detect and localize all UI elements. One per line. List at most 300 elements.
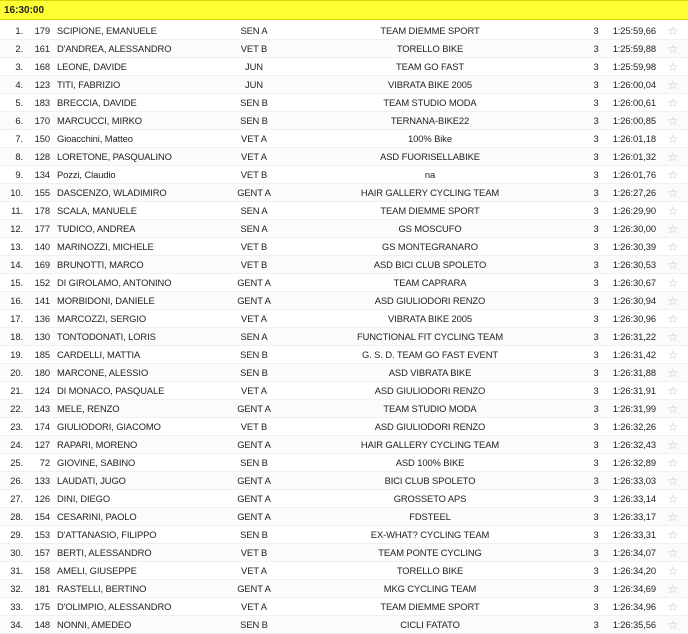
favorite-star-icon[interactable]: ☆ bbox=[667, 96, 679, 110]
category-cell: VET A bbox=[241, 385, 267, 396]
position-cell: 3. bbox=[15, 61, 23, 72]
laps-cell: 3 bbox=[593, 115, 599, 126]
rider-name-cell: GIOVINE, SABINO bbox=[57, 457, 136, 468]
team-name-cell: ASD FUORISELLABIKE bbox=[380, 151, 480, 162]
category-cell: SEN B bbox=[240, 349, 268, 360]
result-row bbox=[0, 328, 688, 346]
finish-time-cell: 1:26:32,89 bbox=[612, 457, 656, 468]
finish-time-cell: 1:26:01,32 bbox=[612, 151, 656, 162]
position-cell: 23. bbox=[10, 421, 23, 432]
bib-number-cell: 183 bbox=[34, 97, 50, 108]
laps-cell: 3 bbox=[593, 241, 599, 252]
team-name-cell: FUNCTIONAL FIT CYCLING TEAM bbox=[356, 331, 504, 342]
category-cell: VET B bbox=[240, 43, 268, 54]
finish-time-cell: 1:25:59,98 bbox=[612, 61, 656, 72]
bib-number-cell: 72 bbox=[39, 457, 50, 468]
finish-time-cell: 1:26:30,53 bbox=[612, 259, 656, 270]
favorite-star-icon[interactable]: ☆ bbox=[667, 276, 679, 290]
finish-time-cell: 1:26:33,31 bbox=[612, 529, 656, 540]
laps-cell: 3 bbox=[593, 403, 599, 414]
team-name-cell: GROSSETO APS bbox=[393, 493, 467, 504]
finish-time-cell: 1:26:00,85 bbox=[612, 115, 656, 126]
team-name-cell: TEAM DIEMME SPORT bbox=[380, 601, 480, 612]
category-cell: SEN B bbox=[240, 115, 268, 126]
laps-cell: 3 bbox=[593, 475, 599, 486]
finish-time-cell: 1:25:59,66 bbox=[612, 25, 656, 36]
laps-cell: 3 bbox=[593, 511, 599, 522]
bib-number-cell: 141 bbox=[34, 295, 50, 306]
favorite-star-icon[interactable]: ☆ bbox=[667, 60, 679, 74]
finish-time-cell: 1:26:30,67 bbox=[612, 277, 656, 288]
position-cell: 28. bbox=[10, 511, 23, 522]
category-cell: SEN B bbox=[240, 529, 268, 540]
category-cell: VET B bbox=[240, 259, 268, 270]
category-cell: SEN A bbox=[240, 223, 268, 234]
rider-name-cell: NONNI, AMEDEO bbox=[57, 619, 132, 630]
position-cell: 21. bbox=[10, 385, 23, 396]
laps-cell: 3 bbox=[593, 439, 599, 450]
favorite-star-icon[interactable]: ☆ bbox=[667, 348, 679, 362]
finish-time-cell: 1:26:30,96 bbox=[612, 313, 656, 324]
laps-cell: 3 bbox=[593, 187, 599, 198]
bib-number-cell: 158 bbox=[34, 565, 50, 576]
team-name-cell: GS MOSCUFO bbox=[398, 223, 462, 234]
rider-name-cell: SCIPIONE, EMANUELE bbox=[57, 25, 157, 36]
result-row bbox=[0, 220, 688, 238]
finish-time-cell: 1:26:30,00 bbox=[612, 223, 656, 234]
category-cell: SEN B bbox=[240, 97, 268, 108]
position-cell: 13. bbox=[10, 241, 23, 252]
result-row bbox=[0, 40, 688, 58]
finish-time-cell: 1:26:34,69 bbox=[612, 583, 656, 594]
favorite-star-icon[interactable]: ☆ bbox=[667, 474, 679, 488]
finish-time-cell: 1:26:34,20 bbox=[612, 565, 656, 576]
category-cell: VET A bbox=[241, 133, 267, 144]
result-row bbox=[0, 274, 688, 292]
result-row bbox=[0, 148, 688, 166]
team-name-cell: BICI CLUB SPOLETO bbox=[384, 475, 476, 486]
bib-number-cell: 134 bbox=[34, 169, 50, 180]
favorite-star-icon[interactable]: ☆ bbox=[667, 402, 679, 416]
position-cell: 10. bbox=[10, 187, 23, 198]
finish-time-cell: 1:26:32,43 bbox=[612, 439, 656, 450]
rider-name-cell: BRUNOTTI, MARCO bbox=[57, 259, 144, 270]
result-row bbox=[0, 508, 688, 526]
bib-number-cell: 123 bbox=[34, 79, 50, 90]
position-cell: 14. bbox=[10, 259, 23, 270]
team-name-cell: EX-WHAT? CYCLING TEAM bbox=[370, 529, 490, 540]
favorite-star-icon[interactable]: ☆ bbox=[667, 312, 679, 326]
category-cell: VET A bbox=[241, 601, 267, 612]
team-name-cell: TEAM DIEMME SPORT bbox=[380, 205, 480, 216]
bib-number-cell: 128 bbox=[34, 151, 50, 162]
laps-cell: 3 bbox=[593, 421, 599, 432]
rider-name-cell: D'ANDREA, ALESSANDRO bbox=[57, 43, 172, 54]
bib-number-cell: 143 bbox=[34, 403, 50, 414]
position-cell: 20. bbox=[10, 367, 23, 378]
bib-number-cell: 133 bbox=[34, 475, 50, 486]
team-name-cell: G. S. D. TEAM GO FAST EVENT bbox=[361, 349, 499, 360]
bib-number-cell: 148 bbox=[34, 619, 50, 630]
favorite-star-icon[interactable]: ☆ bbox=[667, 564, 679, 578]
favorite-star-icon[interactable]: ☆ bbox=[667, 150, 679, 164]
category-cell: GENT A bbox=[237, 439, 271, 450]
position-cell: 5. bbox=[15, 97, 23, 108]
position-cell: 29. bbox=[10, 529, 23, 540]
finish-time-cell: 1:26:30,94 bbox=[612, 295, 656, 306]
laps-cell: 3 bbox=[593, 205, 599, 216]
results-list bbox=[0, 22, 688, 634]
favorite-star-icon[interactable]: ☆ bbox=[667, 240, 679, 254]
category-cell: GENT A bbox=[237, 277, 271, 288]
finish-time-cell: 1:26:00,04 bbox=[612, 79, 656, 90]
bib-number-cell: 124 bbox=[34, 385, 50, 396]
team-name-cell: TORELLO BIKE bbox=[396, 43, 464, 54]
team-name-cell: ASD GIULIODORI RENZO bbox=[374, 295, 486, 306]
team-name-cell: VIBRATA BIKE 2005 bbox=[388, 313, 472, 324]
team-name-cell: TEAM STUDIO MODA bbox=[383, 403, 477, 414]
position-cell: 12. bbox=[10, 223, 23, 234]
position-cell: 1. bbox=[15, 25, 23, 36]
team-name-cell: TEAM STUDIO MODA bbox=[383, 97, 477, 108]
header-time: 16:30:00 bbox=[4, 4, 45, 16]
laps-cell: 3 bbox=[593, 583, 599, 594]
laps-cell: 3 bbox=[593, 331, 599, 342]
rider-name-cell: AMELI, GIUSEPPE bbox=[57, 565, 137, 576]
result-row bbox=[0, 58, 688, 76]
bib-number-cell: 161 bbox=[34, 43, 50, 54]
rider-name-cell: TUDICO, ANDREA bbox=[57, 223, 136, 234]
finish-time-cell: 1:26:30,39 bbox=[612, 241, 656, 252]
laps-cell: 3 bbox=[593, 25, 599, 36]
category-cell: SEN B bbox=[240, 619, 268, 630]
team-name-cell: CICLI FATATO bbox=[400, 619, 460, 630]
rider-name-cell: LORETONE, PASQUALINO bbox=[57, 151, 172, 162]
position-cell: 33. bbox=[10, 601, 23, 612]
favorite-star-icon[interactable]: ☆ bbox=[667, 384, 679, 398]
category-cell: JUN bbox=[245, 79, 263, 90]
finish-time-cell: 1:25:59,88 bbox=[612, 43, 656, 54]
position-cell: 26. bbox=[10, 475, 23, 486]
result-row bbox=[0, 256, 688, 274]
result-row bbox=[0, 76, 688, 94]
position-cell: 22. bbox=[10, 403, 23, 414]
bib-number-cell: 178 bbox=[34, 205, 50, 216]
laps-cell: 3 bbox=[593, 151, 599, 162]
rider-name-cell: MARCOZZI, SERGIO bbox=[57, 313, 147, 324]
position-cell: 17. bbox=[10, 313, 23, 324]
category-cell: VET A bbox=[241, 565, 267, 576]
laps-cell: 3 bbox=[593, 133, 599, 144]
result-row bbox=[0, 472, 688, 490]
laps-cell: 3 bbox=[593, 547, 599, 558]
bib-number-cell: 170 bbox=[34, 115, 50, 126]
result-row bbox=[0, 112, 688, 130]
finish-time-cell: 1:26:34,07 bbox=[612, 547, 656, 558]
bib-number-cell: 154 bbox=[34, 511, 50, 522]
rider-name-cell: TITI, FABRIZIO bbox=[57, 79, 121, 90]
result-row bbox=[0, 130, 688, 148]
team-name-cell: HAIR GALLERY CYCLING TEAM bbox=[360, 439, 500, 450]
team-name-cell: 100% Bike bbox=[408, 133, 452, 144]
rider-name-cell: MELE, RENZO bbox=[57, 403, 120, 414]
favorite-star-icon[interactable]: ☆ bbox=[667, 186, 679, 200]
rider-name-cell: DASCENZO, WLADIMIRO bbox=[57, 187, 167, 198]
position-cell: 31. bbox=[10, 565, 23, 576]
position-cell: 32. bbox=[10, 583, 23, 594]
laps-cell: 3 bbox=[593, 313, 599, 324]
bib-number-cell: 155 bbox=[34, 187, 50, 198]
team-name-cell: TORELLO BIKE bbox=[396, 565, 464, 576]
bib-number-cell: 136 bbox=[34, 313, 50, 324]
category-cell: SEN B bbox=[240, 367, 268, 378]
favorite-star-icon[interactable]: ☆ bbox=[667, 492, 679, 506]
rider-name-cell: MORBIDONI, DANIELE bbox=[57, 295, 155, 306]
team-name-cell: VIBRATA BIKE 2005 bbox=[388, 79, 472, 90]
team-name-cell: TEAM DIEMME SPORT bbox=[380, 25, 480, 36]
favorite-star-icon[interactable]: ☆ bbox=[667, 168, 679, 182]
position-cell: 34. bbox=[10, 619, 23, 630]
finish-time-cell: 1:26:27,26 bbox=[612, 187, 656, 198]
category-cell: GENT A bbox=[237, 475, 271, 486]
position-cell: 27. bbox=[10, 493, 23, 504]
team-name-cell: MKG CYCLING TEAM bbox=[383, 583, 477, 594]
bib-number-cell: 169 bbox=[34, 259, 50, 270]
favorite-star-icon[interactable]: ☆ bbox=[667, 366, 679, 380]
result-row bbox=[0, 364, 688, 382]
rider-name-cell: GIULIODORI, GIACOMO bbox=[57, 421, 161, 432]
category-cell: GENT A bbox=[237, 403, 271, 414]
result-row bbox=[0, 400, 688, 418]
finish-time-cell: 1:26:34,96 bbox=[612, 601, 656, 612]
result-row bbox=[0, 310, 688, 328]
position-cell: 15. bbox=[10, 277, 23, 288]
rider-name-cell: RAPARI, MORENO bbox=[57, 439, 138, 450]
bib-number-cell: 157 bbox=[34, 547, 50, 558]
category-cell: VET B bbox=[240, 241, 268, 252]
team-name-cell: HAIR GALLERY CYCLING TEAM bbox=[360, 187, 500, 198]
finish-time-cell: 1:26:01,18 bbox=[612, 133, 656, 144]
rider-name-cell: LAUDATI, JUGO bbox=[57, 475, 126, 486]
finish-time-cell: 1:26:31,91 bbox=[612, 385, 656, 396]
category-cell: GENT A bbox=[237, 583, 271, 594]
category-cell: VET B bbox=[240, 547, 268, 558]
team-name-cell: FDSTEEL bbox=[409, 511, 451, 522]
finish-time-cell: 1:26:31,88 bbox=[612, 367, 656, 378]
laps-cell: 3 bbox=[593, 385, 599, 396]
team-name-cell: TERNANA-BIKE22 bbox=[390, 115, 470, 126]
category-cell: GENT A bbox=[237, 511, 271, 522]
category-cell: VET B bbox=[240, 169, 268, 180]
rider-name-cell: DI MONACO, PASQUALE bbox=[57, 385, 165, 396]
rider-name-cell: DINI, DIEGO bbox=[57, 493, 111, 504]
rider-name-cell: MARINOZZI, MICHELE bbox=[57, 241, 154, 252]
rider-name-cell: BRECCIA, DAVIDE bbox=[57, 97, 137, 108]
category-cell: SEN A bbox=[240, 25, 268, 36]
category-cell: GENT A bbox=[237, 493, 271, 504]
team-name-cell: TEAM GO FAST bbox=[395, 61, 465, 72]
category-cell: GENT A bbox=[237, 187, 271, 198]
favorite-star-icon[interactable]: ☆ bbox=[667, 42, 679, 56]
team-name-cell: ASD GIULIODORI RENZO bbox=[374, 421, 486, 432]
rider-name-cell: Pozzi, Claudio bbox=[57, 169, 116, 180]
favorite-star-icon[interactable]: ☆ bbox=[667, 222, 679, 236]
finish-time-cell: 1:26:31,42 bbox=[612, 349, 656, 360]
finish-time-cell: 1:26:33,03 bbox=[612, 475, 656, 486]
favorite-star-icon[interactable]: ☆ bbox=[667, 114, 679, 128]
category-cell: SEN B bbox=[240, 457, 268, 468]
rider-name-cell: BERTI, ALESSANDRO bbox=[57, 547, 152, 558]
position-cell: 19. bbox=[10, 349, 23, 360]
favorite-star-icon[interactable]: ☆ bbox=[667, 294, 679, 308]
bib-number-cell: 153 bbox=[34, 529, 50, 540]
bib-number-cell: 126 bbox=[34, 493, 50, 504]
bib-number-cell: 127 bbox=[34, 439, 50, 450]
result-row bbox=[0, 490, 688, 508]
position-cell: 16. bbox=[10, 295, 23, 306]
position-cell: 18. bbox=[10, 331, 23, 342]
result-row bbox=[0, 346, 688, 364]
result-row bbox=[0, 544, 688, 562]
laps-cell: 3 bbox=[593, 259, 599, 270]
favorite-star-icon[interactable]: ☆ bbox=[667, 78, 679, 92]
favorite-star-icon[interactable]: ☆ bbox=[667, 546, 679, 560]
result-row bbox=[0, 292, 688, 310]
favorite-star-icon[interactable]: ☆ bbox=[667, 510, 679, 524]
result-row bbox=[0, 238, 688, 256]
laps-cell: 3 bbox=[593, 223, 599, 234]
finish-time-cell: 1:26:32,26 bbox=[612, 421, 656, 432]
position-cell: 9. bbox=[15, 169, 23, 180]
finish-time-cell: 1:26:31,99 bbox=[612, 403, 656, 414]
category-cell: SEN A bbox=[240, 331, 268, 342]
rider-name-cell: SCALA, MANUELE bbox=[57, 205, 137, 216]
result-row bbox=[0, 94, 688, 112]
laps-cell: 3 bbox=[593, 97, 599, 108]
result-row bbox=[0, 382, 688, 400]
team-name-cell: GS MONTEGRANARO bbox=[382, 241, 478, 252]
finish-time-cell: 1:26:35,56 bbox=[612, 619, 656, 630]
favorite-star-icon[interactable]: ☆ bbox=[667, 528, 679, 542]
favorite-star-icon[interactable]: ☆ bbox=[667, 132, 679, 146]
rider-name-cell: D'ATTANASIO, FILIPPO bbox=[57, 529, 157, 540]
bib-number-cell: 174 bbox=[34, 421, 50, 432]
result-row bbox=[0, 22, 688, 40]
laps-cell: 3 bbox=[593, 295, 599, 306]
favorite-star-icon[interactable]: ☆ bbox=[667, 330, 679, 344]
favorite-star-icon[interactable]: ☆ bbox=[667, 600, 679, 614]
team-name-cell: ASD VIBRATA BIKE bbox=[388, 367, 472, 378]
finish-time-cell: 1:26:29,90 bbox=[612, 205, 656, 216]
result-row bbox=[0, 616, 688, 634]
rider-name-cell: MARCUCCI, MIRKO bbox=[57, 115, 142, 126]
result-row bbox=[0, 202, 688, 220]
laps-cell: 3 bbox=[593, 43, 599, 54]
rider-name-cell: DI GIROLAMO, ANTONINO bbox=[57, 277, 172, 288]
time-header-bar bbox=[0, 0, 688, 20]
laps-cell: 3 bbox=[593, 619, 599, 630]
category-cell: VET A bbox=[241, 313, 267, 324]
finish-time-cell: 1:26:00,61 bbox=[612, 97, 656, 108]
result-row bbox=[0, 184, 688, 202]
bib-number-cell: 177 bbox=[34, 223, 50, 234]
result-row bbox=[0, 526, 688, 544]
category-cell: VET A bbox=[241, 151, 267, 162]
favorite-star-icon[interactable]: ☆ bbox=[667, 438, 679, 452]
rider-name-cell: LEONE, DAVIDE bbox=[57, 61, 127, 72]
favorite-star-icon[interactable]: ☆ bbox=[667, 420, 679, 434]
laps-cell: 3 bbox=[593, 367, 599, 378]
result-row bbox=[0, 598, 688, 616]
bib-number-cell: 150 bbox=[34, 133, 50, 144]
favorite-star-icon[interactable]: ☆ bbox=[667, 24, 679, 38]
result-row bbox=[0, 580, 688, 598]
rider-name-cell: RASTELLI, BERTINO bbox=[57, 583, 147, 594]
position-cell: 24. bbox=[10, 439, 23, 450]
favorite-star-icon[interactable]: ☆ bbox=[667, 204, 679, 218]
bib-number-cell: 130 bbox=[34, 331, 50, 342]
position-cell: 8. bbox=[15, 151, 23, 162]
position-cell: 6. bbox=[15, 115, 23, 126]
team-name-cell: na bbox=[424, 169, 436, 180]
bib-number-cell: 185 bbox=[34, 349, 50, 360]
position-cell: 7. bbox=[15, 133, 23, 144]
team-name-cell: ASD 100% BIKE bbox=[395, 457, 465, 468]
position-cell: 30. bbox=[10, 547, 23, 558]
laps-cell: 3 bbox=[593, 277, 599, 288]
finish-time-cell: 1:26:33,17 bbox=[612, 511, 656, 522]
rider-name-cell: CESARINI, PAOLO bbox=[57, 511, 137, 522]
laps-cell: 3 bbox=[593, 169, 599, 180]
bib-number-cell: 140 bbox=[34, 241, 50, 252]
result-row bbox=[0, 418, 688, 436]
bib-number-cell: 175 bbox=[34, 601, 50, 612]
favorite-star-icon[interactable]: ☆ bbox=[667, 456, 679, 470]
position-cell: 4. bbox=[15, 79, 23, 90]
team-name-cell: TEAM PONTE CYCLING bbox=[378, 547, 482, 558]
laps-cell: 3 bbox=[593, 493, 599, 504]
finish-time-cell: 1:26:33,14 bbox=[612, 493, 656, 504]
bib-number-cell: 152 bbox=[34, 277, 50, 288]
laps-cell: 3 bbox=[593, 601, 599, 612]
position-cell: 2. bbox=[15, 43, 23, 54]
bib-number-cell: 179 bbox=[34, 25, 50, 36]
result-row bbox=[0, 562, 688, 580]
bib-number-cell: 181 bbox=[34, 583, 50, 594]
rider-name-cell: MARCONE, ALESSIO bbox=[57, 367, 149, 378]
bib-number-cell: 168 bbox=[34, 61, 50, 72]
bib-number-cell: 180 bbox=[34, 367, 50, 378]
category-cell: GENT A bbox=[237, 295, 271, 306]
category-cell: JUN bbox=[245, 61, 263, 72]
result-row bbox=[0, 454, 688, 472]
rider-name-cell: D'OLIMPIO, ALESSANDRO bbox=[57, 601, 172, 612]
favorite-star-icon[interactable]: ☆ bbox=[667, 618, 679, 632]
favorite-star-icon[interactable]: ☆ bbox=[667, 582, 679, 596]
result-row bbox=[0, 436, 688, 454]
rider-name-cell: Gioacchini, Matteo bbox=[57, 133, 133, 144]
favorite-star-icon[interactable]: ☆ bbox=[667, 258, 679, 272]
position-cell: 11. bbox=[10, 205, 23, 216]
laps-cell: 3 bbox=[593, 349, 599, 360]
category-cell: VET B bbox=[240, 421, 268, 432]
finish-time-cell: 1:26:31,22 bbox=[612, 331, 656, 342]
laps-cell: 3 bbox=[593, 61, 599, 72]
finish-time-cell: 1:26:01,76 bbox=[612, 169, 656, 180]
result-row bbox=[0, 166, 688, 184]
team-name-cell: ASD BICI CLUB SPOLETO bbox=[373, 259, 487, 270]
laps-cell: 3 bbox=[593, 529, 599, 540]
